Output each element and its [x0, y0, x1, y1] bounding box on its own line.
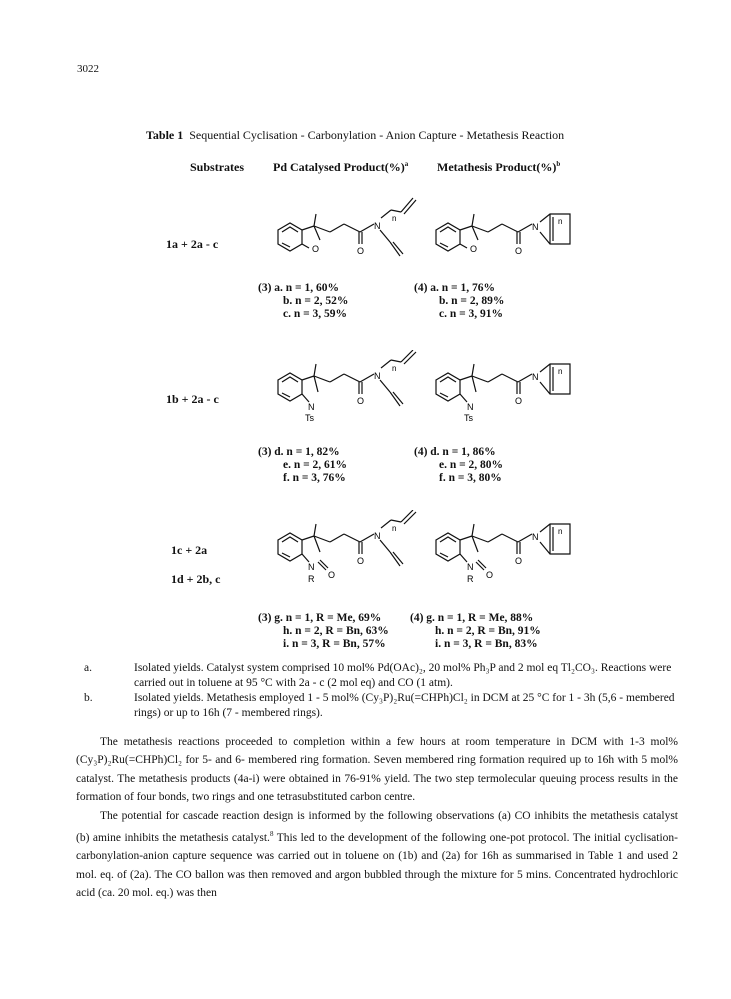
- svg-text:n: n: [392, 524, 397, 533]
- header-pd-product: Pd Catalysed Product(%)$^a$: [273, 160, 409, 174]
- svg-text:N: N: [532, 372, 539, 382]
- substrate-row-3a: 1c + 2a: [171, 543, 208, 557]
- svg-text:O: O: [312, 244, 320, 254]
- svg-text:Ts: Ts: [464, 413, 473, 423]
- paragraph-2: The potential for cascade reaction design is informed by the following observations (a) CO inhibits the metathesis catalyst (b) amine inhibits the metathesis catalyst.$^8$ This led to the development of the following one-pot protocol. The initial cyclisation-carbonylation-anion capture sequence was carried out in toluene on (1b) and (2a) for 16h as summarised in Table 1 and used 2 mol. eq. of (2a). The CO ballon was then removed and argon bubbled through the mixture for 5 mins. Concentrated hydrochloric acid (ca. 20 mol. eq.) was then: [76, 809, 678, 900]
- svg-text:N: N: [374, 531, 381, 541]
- svg-text:O: O: [486, 570, 494, 580]
- page-number: 3022: [77, 63, 99, 75]
- svg-text:O: O: [328, 570, 336, 580]
- svg-text:N: N: [374, 221, 381, 231]
- footnote-b: b. Isolated yields. Metathesis employed 1 - 5 mol% (Cy₃P)₂Ru(=CHPh)Cl₂ in DCM at 25 °C for 1 - 3h (5,6 - membered rings) or up to 16h (7 - membered rings).: [84, 692, 675, 719]
- structure-3abc: [268, 188, 438, 268]
- structure-4def: [430, 358, 580, 432]
- svg-text:n: n: [558, 217, 563, 226]
- pd-results-row-2: (3) d. n = 1, 82% e. n = 2, 61% f. n = 3, 76%: [258, 446, 348, 484]
- paragraph-1: The metathesis reactions proceeded to completion within a few hours at room temperature in DCM with 1-3 mol% (Cy₃P)₂Ru(=CHPh)Cl₂ for 5- and 6- membered ring formation. Seven membered ring formation required up to 16h with 5 mol% catalyst. The metathesis products (4a-i) were obtained in 76-91% yield. The two step termolecular queuing process results in the formation of four bonds, two rings and one tetrasubstituted carbon centre.: [76, 736, 678, 804]
- substrate-row-1: 1a + 2a - c: [166, 237, 219, 251]
- svg-text:O: O: [470, 244, 478, 254]
- substrate-row-3b: 1d + 2b, c: [171, 572, 221, 586]
- substrate-row-2: 1b + 2a - c: [166, 392, 219, 406]
- svg-text:N: N: [308, 562, 315, 572]
- structure-3ghi: [268, 510, 438, 592]
- table-caption-label: Table 1: [146, 128, 184, 142]
- header-metathesis-product: Metathesis Product(%)$^b$: [437, 160, 561, 174]
- table-caption-text: Sequential Cyclisation - Carbonylation - Anion Capture - Metathesis Reaction: [189, 128, 565, 142]
- svg-text:N: N: [532, 532, 539, 542]
- pd-results-row-1: (3) a. n = 1, 60% b. n = 2, 52% c. n = 3, 59%: [258, 282, 349, 320]
- structure-3def: [268, 350, 438, 432]
- svg-text:O: O: [357, 396, 365, 406]
- svg-text:n: n: [558, 527, 563, 536]
- svg-text:O: O: [515, 556, 523, 566]
- svg-text:O: O: [357, 556, 365, 566]
- svg-text:N: N: [308, 402, 315, 412]
- svg-text:O: O: [515, 396, 523, 406]
- svg-text:N: N: [467, 402, 474, 412]
- structure-4ghi: [430, 518, 580, 592]
- met-results-row-1: (4) a. n = 1, 76% b. n = 2, 89% c. n = 3, 91%: [414, 282, 505, 320]
- body-text: [76, 733, 678, 902]
- svg-text:O: O: [515, 246, 523, 256]
- svg-text:N: N: [532, 222, 539, 232]
- met-results-row-2: (4) d. n = 1, 86% e. n = 2, 80% f. n = 3, 80%: [414, 446, 504, 484]
- met-results-row-3: (4) g. n = 1, R = Me, 88% h. n = 2, R = Bn, 91% i. n = 3, R = Bn, 83%: [410, 612, 541, 650]
- svg-text:O: O: [357, 246, 365, 256]
- svg-text:N: N: [467, 562, 474, 572]
- svg-text:R: R: [467, 574, 474, 584]
- pd-results-row-3: (3) g. n = 1, R = Me, 69% h. n = 2, R = Bn, 63% i. n = 3, R = Bn, 57%: [258, 612, 389, 650]
- header-substrates: Substrates: [190, 160, 245, 174]
- svg-text:n: n: [558, 367, 563, 376]
- table-footnotes: [76, 661, 676, 721]
- structure-4abc: [430, 208, 580, 270]
- svg-text:R: R: [308, 574, 315, 584]
- svg-text:n: n: [392, 364, 397, 373]
- table-caption: [146, 128, 564, 143]
- svg-text:n: n: [392, 214, 397, 223]
- footnote-a: a. Isolated yields. Catalyst system comprised 10 mol% Pd(OAc)₂, 20 mol% Ph₃P and 2 mol eq Tl₂CO₃. Reactions were carried out in toluene at 95 °C with 2a - c (2 mol eq) and CO (1 atm).: [84, 662, 672, 689]
- svg-text:Ts: Ts: [305, 413, 314, 423]
- svg-text:N: N: [374, 371, 381, 381]
